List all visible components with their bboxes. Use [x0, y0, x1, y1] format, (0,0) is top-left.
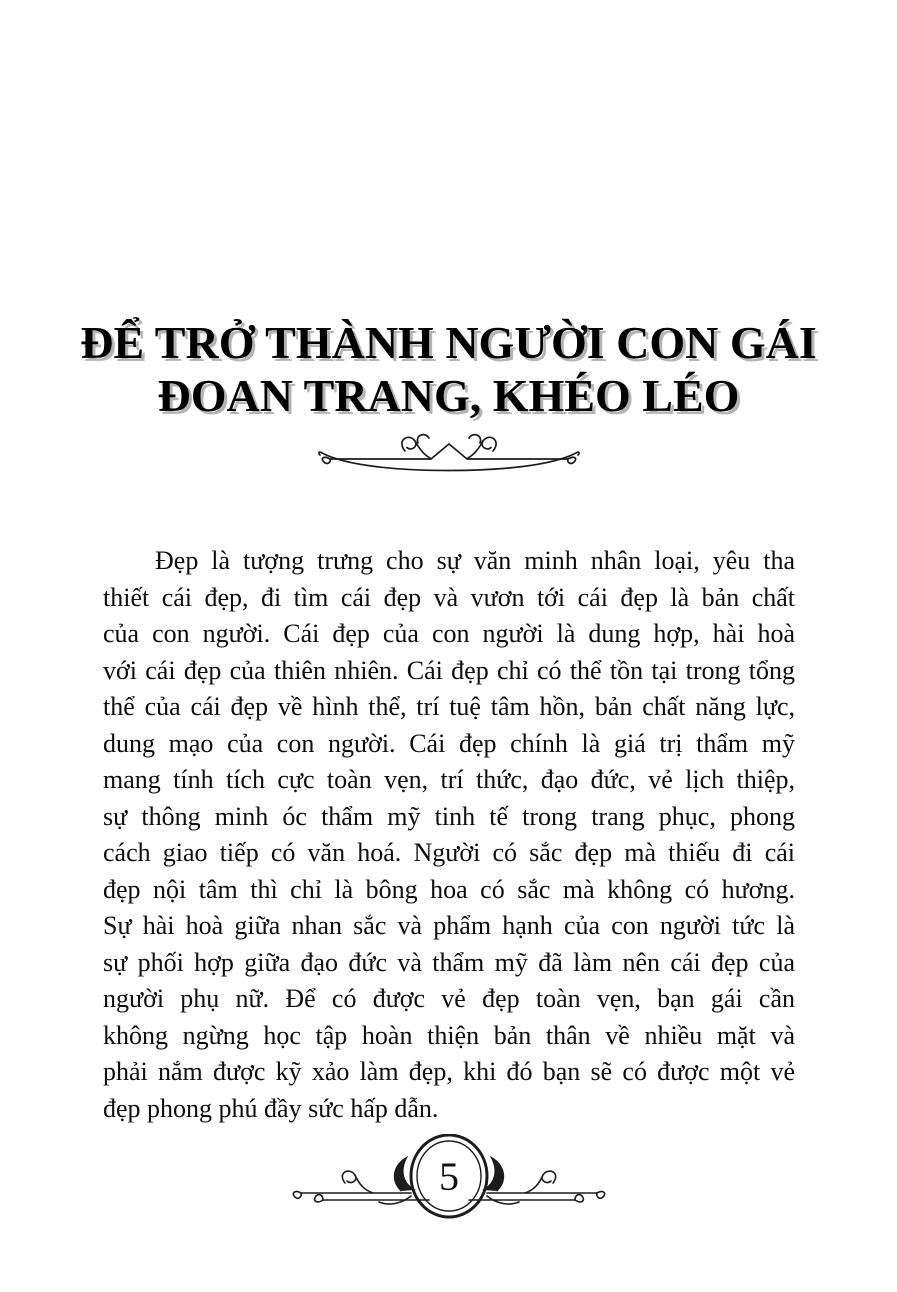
text-line: thể của cái đẹp về hình thể, trí tuệ tâm hồn, bản chất năng lực,: [103, 692, 795, 721]
text-line: người phụ nữ. Để có được vẻ đẹp toàn vẹn, bạn gái cần: [103, 984, 795, 1013]
title-flourish-divider: [0, 426, 897, 476]
page-title-line-1: ĐỂ TRỞ THÀNH NGƯỜI CON GÁI: [80, 317, 817, 368]
flourish-divider-icon: [317, 426, 581, 476]
text-line: đẹp phong phú đầy sức hấp dẫn.: [103, 1093, 439, 1123]
text-line: dung mạo của con người. Cái đẹp chính là giá trị thẩm mỹ: [103, 728, 795, 758]
text-line: không ngừng học tập hoàn thiện bản thân về nhiều mặt và: [103, 1020, 795, 1050]
footer-flourish-icon: [289, 1134, 609, 1224]
text-line: đẹp nội tâm thì chỉ là bông hoa có sắc mà không có hương.: [103, 874, 795, 904]
text-line: phải nắm được kỹ xảo làm đẹp, khi đó bạn sẽ có được một vẻ: [103, 1057, 795, 1086]
text-line: mang tính tích cực toàn vẹn, trí thức, đạo đức, vẻ lịch thiệp,: [103, 765, 795, 794]
page-title-line-2: ĐOAN TRANG, KHÉO LÉO: [157, 370, 740, 421]
text-line: cách giao tiếp có văn hoá. Người có sắc đẹp mà thiếu đi cái: [103, 838, 795, 867]
body-paragraph: [103, 543, 795, 1127]
text-line: Đẹp là tượng trưng cho sự văn minh nhân loại, yêu tha: [155, 546, 795, 575]
text-line: sự phối hợp giữa đạo đức và thẩm mỹ đã làm nên cái đẹp của: [103, 947, 795, 977]
page-number: 5: [438, 1154, 459, 1199]
text-line: thiết cái đẹp, đi tìm cái đẹp và vươn tới cái đẹp là bản chất: [103, 582, 795, 612]
text-line: Sự hài hoà giữa nhan sắc và phẩm hạnh của con người tức là: [103, 911, 795, 940]
page-number-ornament: [0, 1134, 897, 1224]
page-title: [0, 316, 897, 422]
text-line: sự thông minh óc thẩm mỹ tinh tế trong trang phục, phong: [103, 801, 795, 831]
text-line: với cái đẹp của thiên nhiên. Cái đẹp chỉ có thể tồn tại trong tổng: [103, 655, 795, 685]
text-line: của con người. Cái đẹp của con người là dung hợp, hài hoà: [103, 619, 795, 648]
